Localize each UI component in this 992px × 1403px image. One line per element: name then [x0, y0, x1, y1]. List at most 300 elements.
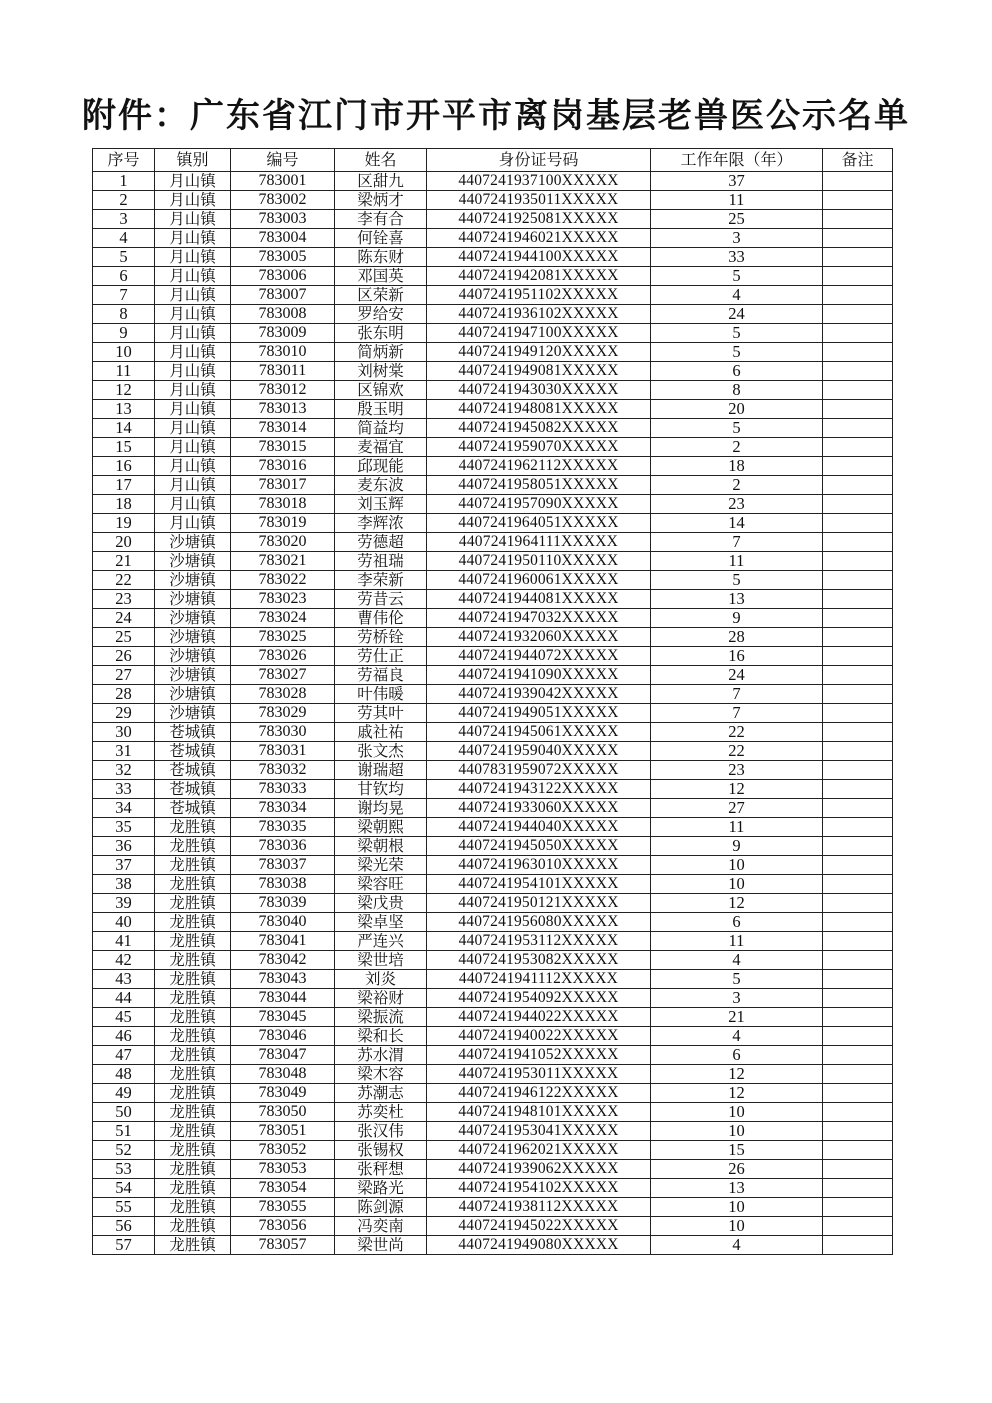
years-cell: 33	[651, 248, 823, 267]
serial-cell: 44	[93, 989, 155, 1008]
serial-cell: 48	[93, 1065, 155, 1084]
serial-cell: 50	[93, 1103, 155, 1122]
remarks-cell	[823, 628, 893, 647]
years-cell: 12	[651, 894, 823, 913]
years-cell: 11	[651, 191, 823, 210]
years-cell: 7	[651, 533, 823, 552]
remarks-cell	[823, 989, 893, 1008]
town-cell: 沙塘镇	[155, 609, 231, 628]
name-cell: 劳桥铨	[335, 628, 427, 647]
serial-cell: 2	[93, 191, 155, 210]
code-cell: 783012	[231, 381, 335, 400]
id-number-cell: 4407241935011XXXXX	[427, 191, 651, 210]
remarks-cell	[823, 970, 893, 989]
serial-cell: 46	[93, 1027, 155, 1046]
years-cell: 13	[651, 1179, 823, 1198]
id-number-cell: 4407241946021XXXXX	[427, 229, 651, 248]
years-cell: 7	[651, 685, 823, 704]
table-row	[93, 1236, 893, 1255]
serial-cell: 57	[93, 1236, 155, 1255]
serial-cell: 45	[93, 1008, 155, 1027]
name-cell: 罗给安	[335, 305, 427, 324]
years-cell: 11	[651, 818, 823, 837]
code-cell: 783033	[231, 780, 335, 799]
years-cell: 15	[651, 1141, 823, 1160]
serial-cell: 53	[93, 1160, 155, 1179]
name-cell: 劳昔云	[335, 590, 427, 609]
code-cell: 783057	[231, 1236, 335, 1255]
years-cell: 4	[651, 286, 823, 305]
id-number-cell: 4407241959040XXXXX	[427, 742, 651, 761]
id-number-cell: 4407241962112XXXXX	[427, 457, 651, 476]
table-row	[93, 362, 893, 381]
id-number-cell: 4407241964111XXXXX	[427, 533, 651, 552]
id-number-cell: 4407241943122XXXXX	[427, 780, 651, 799]
name-cell: 张汉伟	[335, 1122, 427, 1141]
years-cell: 12	[651, 1065, 823, 1084]
years-cell: 26	[651, 1160, 823, 1179]
serial-cell: 3	[93, 210, 155, 229]
remarks-cell	[823, 533, 893, 552]
town-cell: 月山镇	[155, 343, 231, 362]
serial-cell: 54	[93, 1179, 155, 1198]
name-cell: 冯奕南	[335, 1217, 427, 1236]
years-cell: 10	[651, 1103, 823, 1122]
town-cell: 沙塘镇	[155, 685, 231, 704]
remarks-cell	[823, 343, 893, 362]
serial-cell: 26	[93, 647, 155, 666]
code-cell: 783010	[231, 343, 335, 362]
id-number-cell: 4407241953082XXXXX	[427, 951, 651, 970]
table-row	[93, 970, 893, 989]
name-cell: 梁炳才	[335, 191, 427, 210]
town-cell: 沙塘镇	[155, 666, 231, 685]
id-number-cell: 4407241954101XXXXX	[427, 875, 651, 894]
remarks-cell	[823, 571, 893, 590]
town-cell: 龙胜镇	[155, 1084, 231, 1103]
town-cell: 月山镇	[155, 419, 231, 438]
remarks-cell	[823, 362, 893, 381]
code-cell: 783039	[231, 894, 335, 913]
town-cell: 月山镇	[155, 172, 231, 191]
table-row	[93, 381, 893, 400]
name-cell: 梁光荣	[335, 856, 427, 875]
years-cell: 11	[651, 932, 823, 951]
remarks-cell	[823, 1141, 893, 1160]
years-cell: 7	[651, 704, 823, 723]
page-title: 附件：广东省江门市开平市离岗基层老兽医公示名单	[82, 96, 910, 136]
remarks-cell	[823, 552, 893, 571]
id-number-cell: 4407241957090XXXXX	[427, 495, 651, 514]
remarks-cell	[823, 210, 893, 229]
serial-cell: 10	[93, 343, 155, 362]
table-row	[93, 1084, 893, 1103]
name-cell: 梁世尚	[335, 1236, 427, 1255]
name-cell: 刘树棠	[335, 362, 427, 381]
table-row	[93, 685, 893, 704]
id-number-cell: 4407241932060XXXXX	[427, 628, 651, 647]
remarks-cell	[823, 400, 893, 419]
years-cell: 28	[651, 628, 823, 647]
name-cell: 梁和长	[335, 1027, 427, 1046]
years-cell: 27	[651, 799, 823, 818]
town-cell: 月山镇	[155, 191, 231, 210]
id-number-cell: 4407241948081XXXXX	[427, 400, 651, 419]
code-cell: 783047	[231, 1046, 335, 1065]
code-cell: 783024	[231, 609, 335, 628]
remarks-cell	[823, 1084, 893, 1103]
remarks-cell	[823, 704, 893, 723]
town-cell: 月山镇	[155, 457, 231, 476]
name-cell: 甘钦均	[335, 780, 427, 799]
serial-cell: 29	[93, 704, 155, 723]
table-row	[93, 571, 893, 590]
header-remarks: 备注	[823, 149, 893, 172]
remarks-cell	[823, 457, 893, 476]
serial-cell: 16	[93, 457, 155, 476]
table-row	[93, 704, 893, 723]
id-number-cell: 4407241943030XXXXX	[427, 381, 651, 400]
table-row	[93, 1008, 893, 1027]
remarks-cell	[823, 913, 893, 932]
name-cell: 梁容旺	[335, 875, 427, 894]
remarks-cell	[823, 894, 893, 913]
town-cell: 龙胜镇	[155, 1103, 231, 1122]
roster-table	[92, 148, 893, 1255]
id-number-cell: 4407241946122XXXXX	[427, 1084, 651, 1103]
serial-cell: 14	[93, 419, 155, 438]
serial-cell: 31	[93, 742, 155, 761]
name-cell: 严连兴	[335, 932, 427, 951]
town-cell: 龙胜镇	[155, 970, 231, 989]
remarks-cell	[823, 742, 893, 761]
town-cell: 沙塘镇	[155, 590, 231, 609]
remarks-cell	[823, 666, 893, 685]
remarks-cell	[823, 191, 893, 210]
town-cell: 龙胜镇	[155, 837, 231, 856]
town-cell: 龙胜镇	[155, 1122, 231, 1141]
years-cell: 10	[651, 1217, 823, 1236]
town-cell: 月山镇	[155, 229, 231, 248]
id-number-cell: 4407241944081XXXXX	[427, 590, 651, 609]
table-row	[93, 438, 893, 457]
code-cell: 783051	[231, 1122, 335, 1141]
years-cell: 23	[651, 761, 823, 780]
table-row	[93, 210, 893, 229]
serial-cell: 47	[93, 1046, 155, 1065]
id-number-cell: 4407241953041XXXXX	[427, 1122, 651, 1141]
table-row	[93, 514, 893, 533]
town-cell: 沙塘镇	[155, 704, 231, 723]
remarks-cell	[823, 419, 893, 438]
remarks-cell	[823, 476, 893, 495]
years-cell: 9	[651, 609, 823, 628]
table-row	[93, 400, 893, 419]
serial-cell: 41	[93, 932, 155, 951]
years-cell: 5	[651, 970, 823, 989]
table-row	[93, 248, 893, 267]
code-cell: 783029	[231, 704, 335, 723]
town-cell: 月山镇	[155, 476, 231, 495]
code-cell: 783022	[231, 571, 335, 590]
years-cell: 5	[651, 419, 823, 438]
id-number-cell: 4407241949120XXXXX	[427, 343, 651, 362]
town-cell: 龙胜镇	[155, 989, 231, 1008]
remarks-cell	[823, 723, 893, 742]
table-row	[93, 590, 893, 609]
remarks-cell	[823, 799, 893, 818]
id-number-cell: 4407241947100XXXXX	[427, 324, 651, 343]
town-cell: 月山镇	[155, 438, 231, 457]
serial-cell: 35	[93, 818, 155, 837]
code-cell: 783015	[231, 438, 335, 457]
serial-cell: 55	[93, 1198, 155, 1217]
town-cell: 月山镇	[155, 248, 231, 267]
town-cell: 龙胜镇	[155, 1065, 231, 1084]
table-row	[93, 628, 893, 647]
table-row	[93, 267, 893, 286]
town-cell: 龙胜镇	[155, 894, 231, 913]
serial-cell: 24	[93, 609, 155, 628]
table-row	[93, 799, 893, 818]
table-body	[93, 172, 893, 1255]
name-cell: 刘玉辉	[335, 495, 427, 514]
town-cell: 月山镇	[155, 514, 231, 533]
years-cell: 12	[651, 780, 823, 799]
town-cell: 月山镇	[155, 362, 231, 381]
table-row	[93, 780, 893, 799]
serial-cell: 7	[93, 286, 155, 305]
table-row	[93, 647, 893, 666]
id-number-cell: 4407241953112XXXXX	[427, 932, 651, 951]
town-cell: 龙胜镇	[155, 856, 231, 875]
name-cell: 叶伟暖	[335, 685, 427, 704]
id-number-cell: 4407241959070XXXXX	[427, 438, 651, 457]
town-cell: 沙塘镇	[155, 628, 231, 647]
remarks-cell	[823, 590, 893, 609]
years-cell: 21	[651, 1008, 823, 1027]
code-cell: 783037	[231, 856, 335, 875]
remarks-cell	[823, 1217, 893, 1236]
serial-cell: 20	[93, 533, 155, 552]
code-cell: 783044	[231, 989, 335, 1008]
table-row	[93, 818, 893, 837]
serial-cell: 27	[93, 666, 155, 685]
code-cell: 783040	[231, 913, 335, 932]
serial-cell: 23	[93, 590, 155, 609]
serial-cell: 11	[93, 362, 155, 381]
code-cell: 783025	[231, 628, 335, 647]
header-id-number: 身份证号码	[427, 149, 651, 172]
years-cell: 2	[651, 438, 823, 457]
town-cell: 月山镇	[155, 286, 231, 305]
id-number-cell: 4407241933060XXXXX	[427, 799, 651, 818]
years-cell: 14	[651, 514, 823, 533]
name-cell: 邱现能	[335, 457, 427, 476]
code-cell: 783026	[231, 647, 335, 666]
name-cell: 梁世培	[335, 951, 427, 970]
serial-cell: 39	[93, 894, 155, 913]
name-cell: 麦福宜	[335, 438, 427, 457]
table-row	[93, 894, 893, 913]
table-row	[93, 343, 893, 362]
serial-cell: 9	[93, 324, 155, 343]
name-cell: 殷玉明	[335, 400, 427, 419]
code-cell: 783043	[231, 970, 335, 989]
town-cell: 龙胜镇	[155, 1027, 231, 1046]
code-cell: 783038	[231, 875, 335, 894]
serial-cell: 8	[93, 305, 155, 324]
table-row	[93, 1122, 893, 1141]
name-cell: 梁裕财	[335, 989, 427, 1008]
code-cell: 783014	[231, 419, 335, 438]
name-cell: 麦东波	[335, 476, 427, 495]
name-cell: 何铨喜	[335, 229, 427, 248]
code-cell: 783003	[231, 210, 335, 229]
id-number-cell: 4407241954092XXXXX	[427, 989, 651, 1008]
years-cell: 4	[651, 1027, 823, 1046]
code-cell: 783054	[231, 1179, 335, 1198]
serial-cell: 15	[93, 438, 155, 457]
name-cell: 梁振流	[335, 1008, 427, 1027]
town-cell: 龙胜镇	[155, 818, 231, 837]
serial-cell: 32	[93, 761, 155, 780]
town-cell: 月山镇	[155, 305, 231, 324]
remarks-cell	[823, 951, 893, 970]
id-number-cell: 4407241938112XXXXX	[427, 1198, 651, 1217]
years-cell: 22	[651, 742, 823, 761]
id-number-cell: 4407241949081XXXXX	[427, 362, 651, 381]
code-cell: 783023	[231, 590, 335, 609]
serial-cell: 51	[93, 1122, 155, 1141]
serial-cell: 13	[93, 400, 155, 419]
table-row	[93, 932, 893, 951]
years-cell: 4	[651, 1236, 823, 1255]
town-cell: 苍城镇	[155, 723, 231, 742]
id-number-cell: 4407241936102XXXXX	[427, 305, 651, 324]
id-number-cell: 4407241964051XXXXX	[427, 514, 651, 533]
town-cell: 沙塘镇	[155, 571, 231, 590]
id-number-cell: 4407241962021XXXXX	[427, 1141, 651, 1160]
code-cell: 783009	[231, 324, 335, 343]
table-row	[93, 533, 893, 552]
table-row	[93, 875, 893, 894]
table-row	[93, 742, 893, 761]
remarks-cell	[823, 837, 893, 856]
remarks-cell	[823, 324, 893, 343]
name-cell: 苏奕杜	[335, 1103, 427, 1122]
remarks-cell	[823, 172, 893, 191]
code-cell: 783005	[231, 248, 335, 267]
name-cell: 区甜九	[335, 172, 427, 191]
serial-cell: 25	[93, 628, 155, 647]
serial-cell: 43	[93, 970, 155, 989]
id-number-cell: 4407241963010XXXXX	[427, 856, 651, 875]
years-cell: 5	[651, 267, 823, 286]
table-row	[93, 552, 893, 571]
years-cell: 18	[651, 457, 823, 476]
code-cell: 783018	[231, 495, 335, 514]
years-cell: 23	[651, 495, 823, 514]
town-cell: 龙胜镇	[155, 1046, 231, 1065]
town-cell: 龙胜镇	[155, 1141, 231, 1160]
id-number-cell: 4407241954102XXXXX	[427, 1179, 651, 1198]
name-cell: 劳仕正	[335, 647, 427, 666]
remarks-cell	[823, 818, 893, 837]
serial-cell: 38	[93, 875, 155, 894]
code-cell: 783013	[231, 400, 335, 419]
name-cell: 张东明	[335, 324, 427, 343]
table-row	[93, 761, 893, 780]
years-cell: 20	[651, 400, 823, 419]
name-cell: 苏水渭	[335, 1046, 427, 1065]
serial-cell: 17	[93, 476, 155, 495]
remarks-cell	[823, 856, 893, 875]
id-number-cell: 4407241951102XXXXX	[427, 286, 651, 305]
header-name: 姓名	[335, 149, 427, 172]
years-cell: 2	[651, 476, 823, 495]
remarks-cell	[823, 1179, 893, 1198]
town-cell: 沙塘镇	[155, 552, 231, 571]
remarks-cell	[823, 381, 893, 400]
name-cell: 劳福良	[335, 666, 427, 685]
code-cell: 783017	[231, 476, 335, 495]
serial-cell: 21	[93, 552, 155, 571]
years-cell: 37	[651, 172, 823, 191]
table-row	[93, 856, 893, 875]
name-cell: 劳德超	[335, 533, 427, 552]
remarks-cell	[823, 1046, 893, 1065]
years-cell: 22	[651, 723, 823, 742]
years-cell: 6	[651, 913, 823, 932]
town-cell: 月山镇	[155, 324, 231, 343]
remarks-cell	[823, 267, 893, 286]
header-code: 编号	[231, 149, 335, 172]
remarks-cell	[823, 647, 893, 666]
name-cell: 简炳新	[335, 343, 427, 362]
code-cell: 783021	[231, 552, 335, 571]
name-cell: 劳其叶	[335, 704, 427, 723]
id-number-cell: 4407241945022XXXXX	[427, 1217, 651, 1236]
table-row	[93, 457, 893, 476]
table-row	[93, 1065, 893, 1084]
serial-cell: 40	[93, 913, 155, 932]
code-cell: 783004	[231, 229, 335, 248]
town-cell: 月山镇	[155, 267, 231, 286]
id-number-cell: 4407241944040XXXXX	[427, 818, 651, 837]
table-row	[93, 913, 893, 932]
table-row	[93, 229, 893, 248]
town-cell: 龙胜镇	[155, 913, 231, 932]
years-cell: 11	[651, 552, 823, 571]
code-cell: 783056	[231, 1217, 335, 1236]
years-cell: 5	[651, 324, 823, 343]
table-row	[93, 305, 893, 324]
table-row	[93, 989, 893, 1008]
header-years: 工作年限（年）	[651, 149, 823, 172]
years-cell: 4	[651, 951, 823, 970]
code-cell: 783001	[231, 172, 335, 191]
years-cell: 8	[651, 381, 823, 400]
name-cell: 戚社祐	[335, 723, 427, 742]
years-cell: 24	[651, 305, 823, 324]
code-cell: 783032	[231, 761, 335, 780]
town-cell: 苍城镇	[155, 742, 231, 761]
remarks-cell	[823, 1122, 893, 1141]
id-number-cell: 4407241950110XXXXX	[427, 552, 651, 571]
remarks-cell	[823, 495, 893, 514]
header-row	[93, 149, 893, 172]
